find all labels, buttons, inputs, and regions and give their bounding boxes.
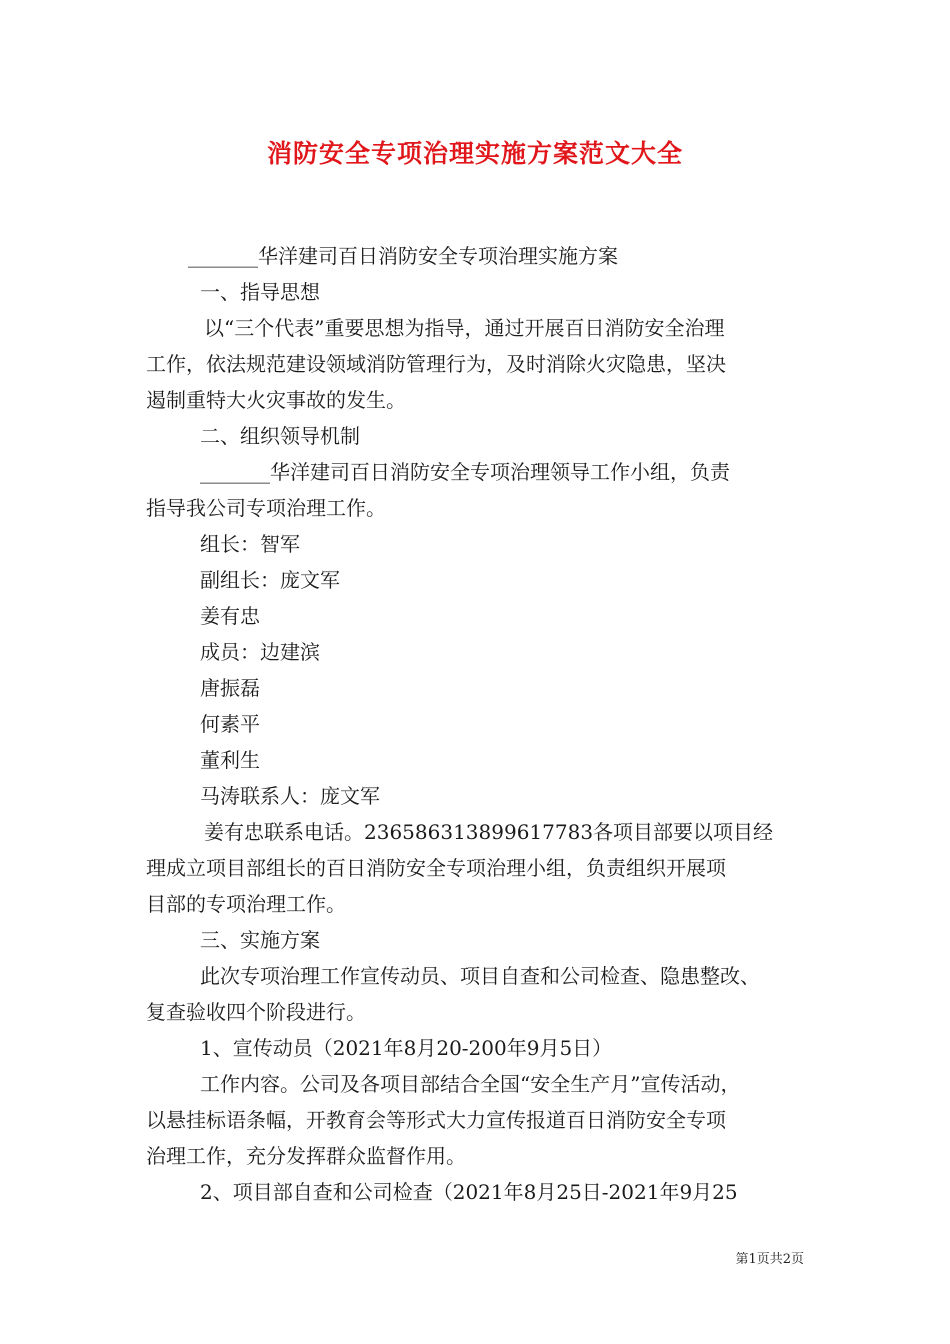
document-body — [146, 238, 826, 1210]
paragraph: 以“三个代表”重要思想为指导，通过开展百日消防安全治理 — [204, 316, 725, 340]
paragraph: 治理工作，充分发挥群众监督作用。 — [146, 1144, 466, 1168]
list-item: 姜有忠 — [200, 604, 260, 628]
section-heading: 三、实施方案 — [200, 928, 320, 952]
paragraph: 理成立项目部组长的百日消防安全专项治理小组，负责组织开展项 — [146, 856, 726, 880]
list-item: 唐振磊 — [200, 676, 260, 700]
list-item: 何素平 — [200, 712, 260, 736]
document-title: 消防安全专项治理实施方案范文大全 — [266, 139, 683, 168]
subsection-heading: 2、项目部自查和公司检查（2021年8月25日-2021年9月25 — [200, 1180, 738, 1204]
list-item: 董利生 — [200, 748, 260, 772]
page-number: 第1页共2页 — [735, 1252, 804, 1267]
paragraph: 姜有忠联系电话。236586313899617783各项目部要以项目经 — [204, 820, 774, 844]
paragraph: 工作内容。公司及各项目部结合全国“安全生产月”宣传活动， — [200, 1072, 741, 1096]
paragraph: 指导我公司专项治理工作。 — [146, 496, 386, 520]
paragraph: 复查验收四个阶段进行。 — [146, 1000, 366, 1024]
list-item: 马涛联系人：庞文军 — [200, 784, 380, 808]
paragraph: 目部的专项治理工作。 — [146, 892, 346, 916]
paragraph: 以悬挂标语条幅，开教育会等形式大力宣传报道百日消防安全专项 — [146, 1108, 726, 1132]
paragraph: _______华洋建司百日消防安全专项治理领导工作小组，负责 — [200, 460, 730, 484]
subsection-heading: 1、宣传动员（2021年8月20-200年9月5日） — [200, 1036, 613, 1060]
paragraph: 此次专项治理工作宣传动员、项目自查和公司检查、隐患整改、 — [200, 964, 760, 988]
list-item: 组长：智军 — [200, 532, 300, 556]
paragraph: _______华洋建司百日消防安全专项治理实施方案 — [188, 244, 618, 268]
section-heading: 一、指导思想 — [200, 280, 320, 304]
section-heading: 二、组织领导机制 — [200, 424, 360, 448]
list-item: 副组长：庞文军 — [200, 568, 340, 592]
paragraph: 遏制重特大火灾事故的发生。 — [146, 388, 406, 412]
paragraph: 工作，依法规范建设领域消防管理行为，及时消除火灾隐患，坚决 — [146, 352, 726, 376]
list-item: 成员：边建滨 — [200, 640, 320, 664]
